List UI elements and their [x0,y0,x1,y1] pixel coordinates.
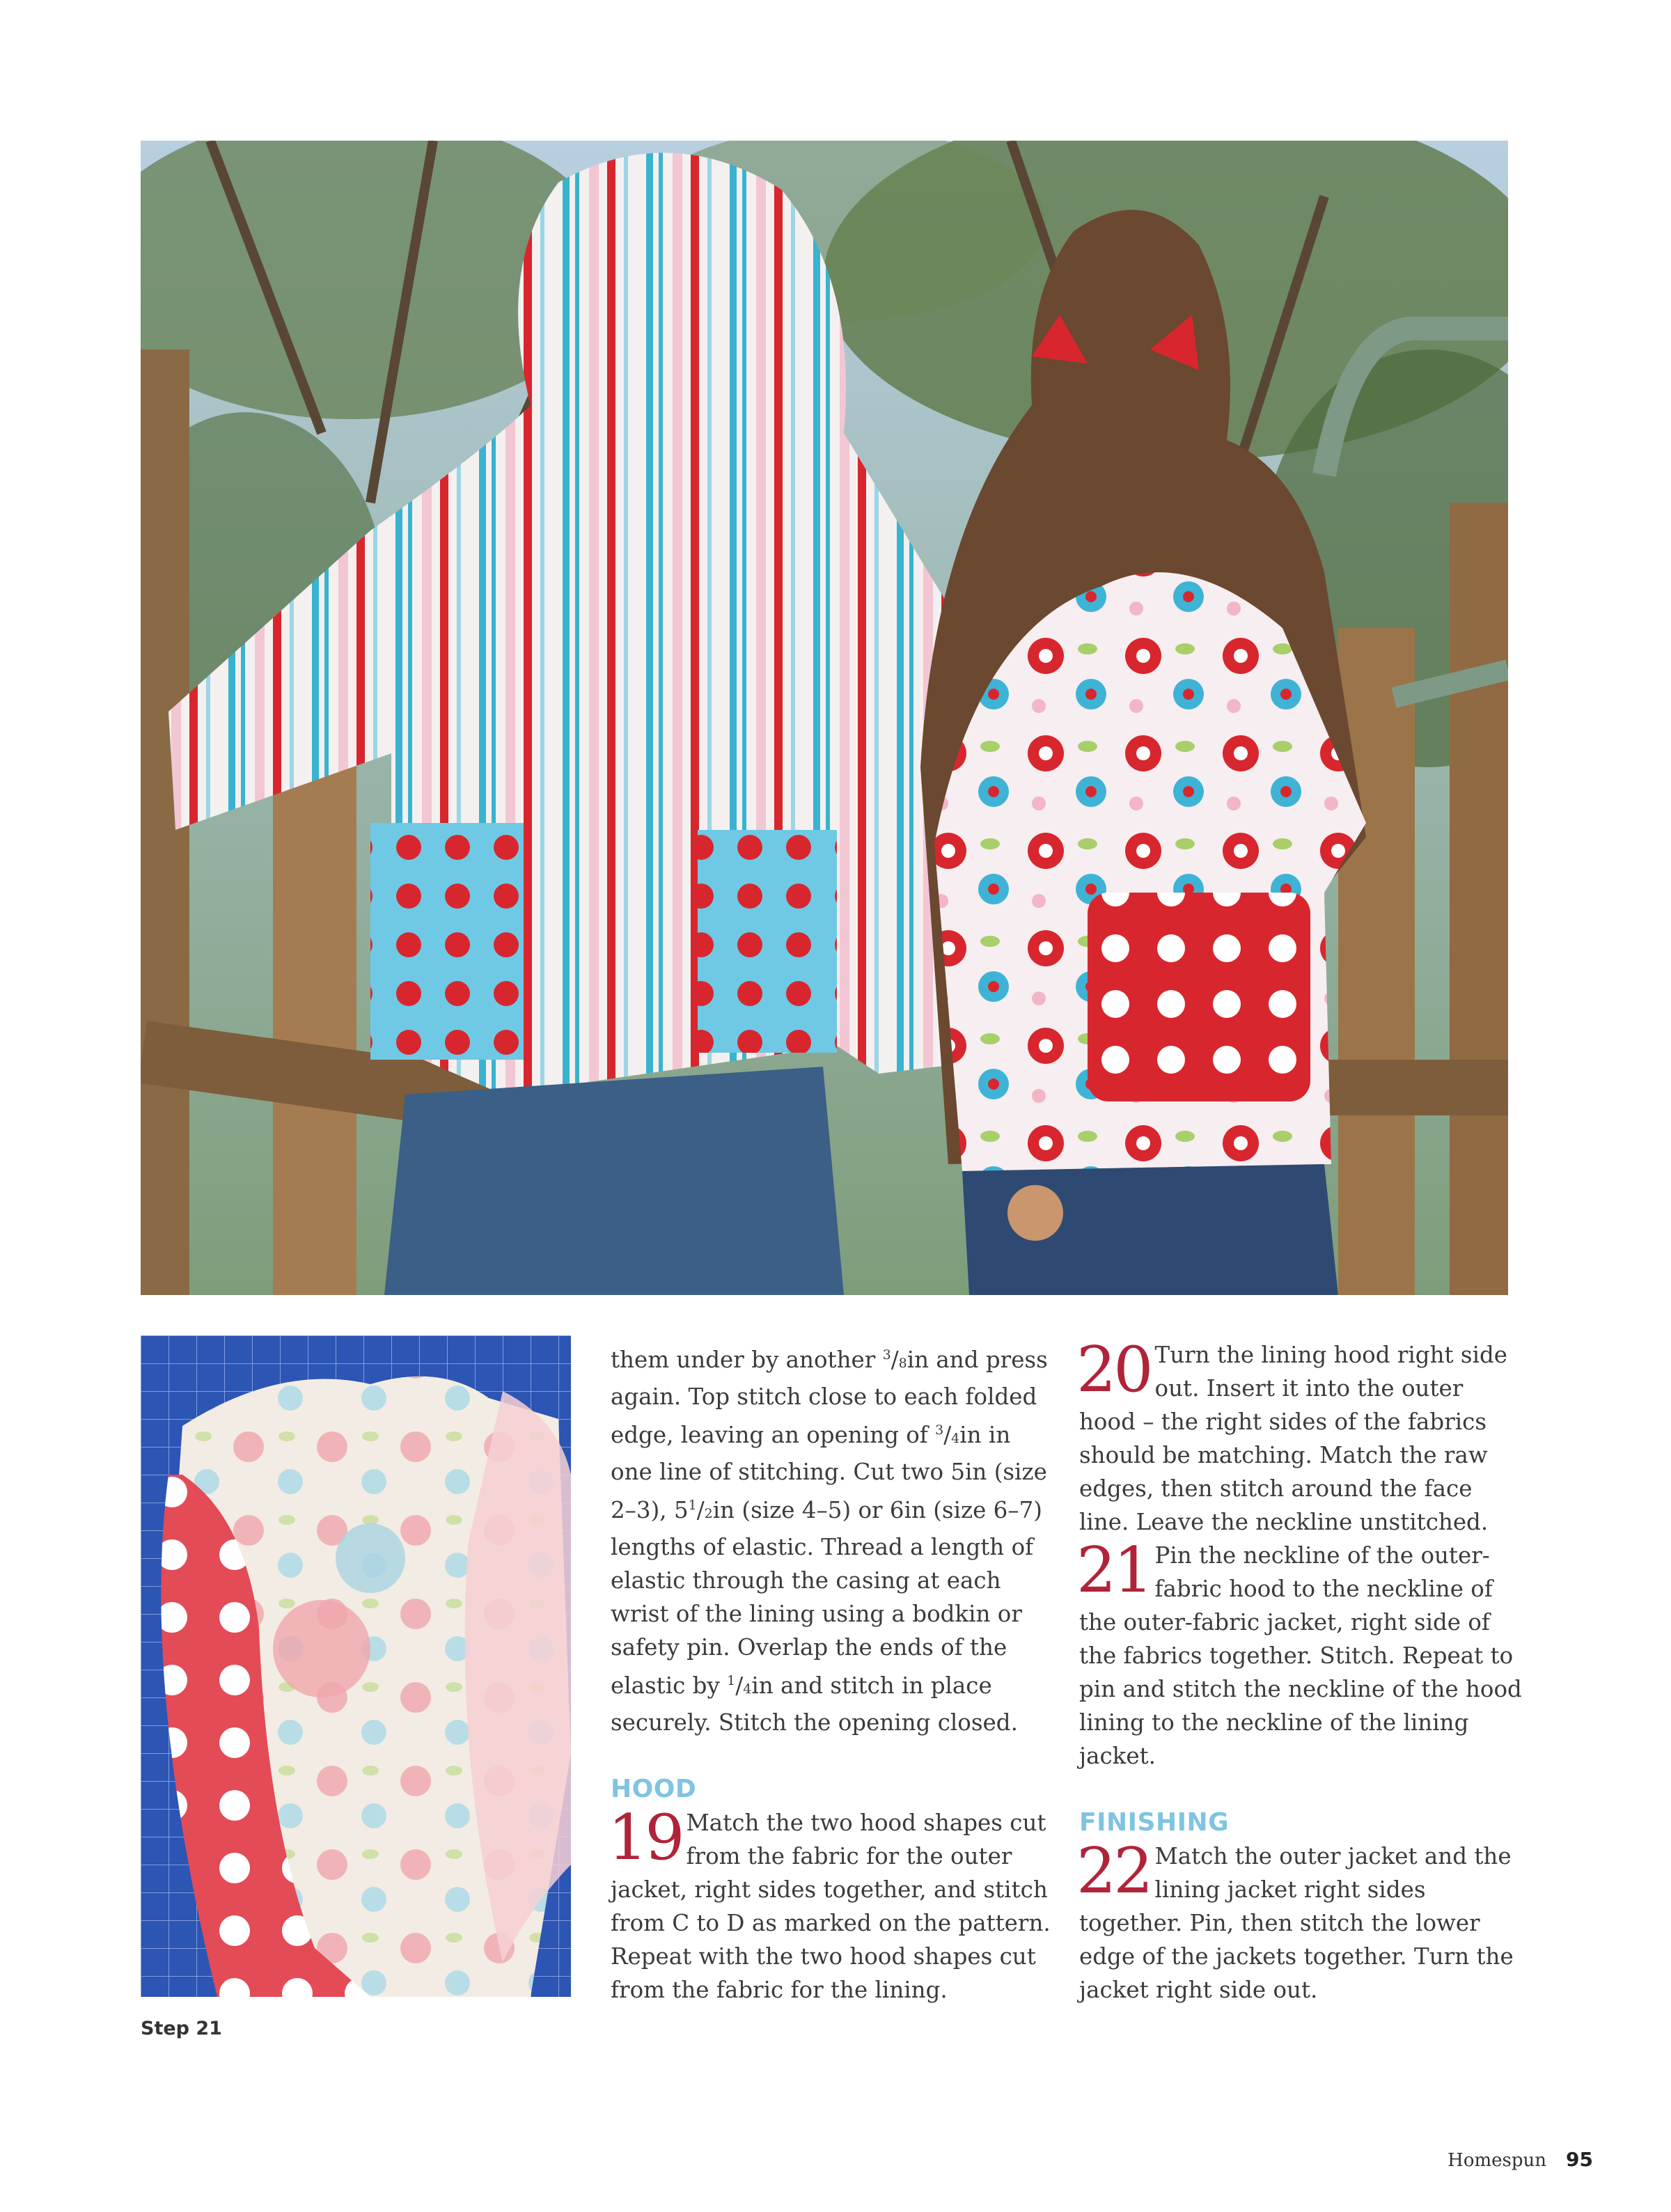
photo-caption: Step 21 [141,2018,222,2039]
magazine-name: Homespun [1448,2150,1547,2171]
step-20: 20 Turn the lining hood right side out. Insert it into the outer hood – the right sides of the fabrics should be matching. Match the raw edges, then stitch around the face line. Leave the neckline unstitched. [1076,1333,1508,1535]
section-heading-hood: HOOD [611,1775,697,1803]
step-number: 21 [1076,1534,1151,1607]
step-22: 22 Match the outer jacket and the lining jacket right sides together. Pin, then stitch the lower edge of the jackets together. Turn the jacket right side out. [1076,1835,1514,2003]
step-number: 22 [1076,1835,1151,1908]
step-21-photo [141,1335,571,1997]
step-number: 20 [1076,1333,1151,1406]
step-19: 19 Match the two hood shapes cut from the fabric for the outer jacket, right sides together, and stitch from C to D as marked on the pattern. Repeat with the two hood shapes cut from the fabric for the lining. [608,1801,1051,2003]
step-21: 21 Pin the neckline of the outer-fabric hood to the neckline of the outer-fabric jacket, right side of the fabrics together. Stitch. Repeat to pin and stitch the neckline of the hood lining to the neckline of the lining jacket. [1076,1534,1522,1769]
text-column-2 [1076,1333,1525,2007]
section-heading-finishing: FINISHING [1079,1808,1230,1837]
step-number: 19 [608,1801,682,1874]
page-footer [1448,2148,1593,2171]
hero-photo [141,141,1508,1295]
paragraph-continued: them under by another $^3$/8in and press again. Top stitch close to each folded edge, leaving an opening of $^3$/4in in one line of stitching. Cut two 5in (size 2–3), $5^1/2in$ (size 4–5) or 6in (size 6–7) lengths of elastic. Thread a length of elastic through the casing at each wrist of the lining using a bodkin or safety pin. Overlap the ends of the elastic by $^1$/4in and stitch in place securely. Stitch the opening closed. [611,1347,1048,1736]
text-column-1 [608,1338,1056,2007]
page-number: 95 [1566,2148,1593,2171]
